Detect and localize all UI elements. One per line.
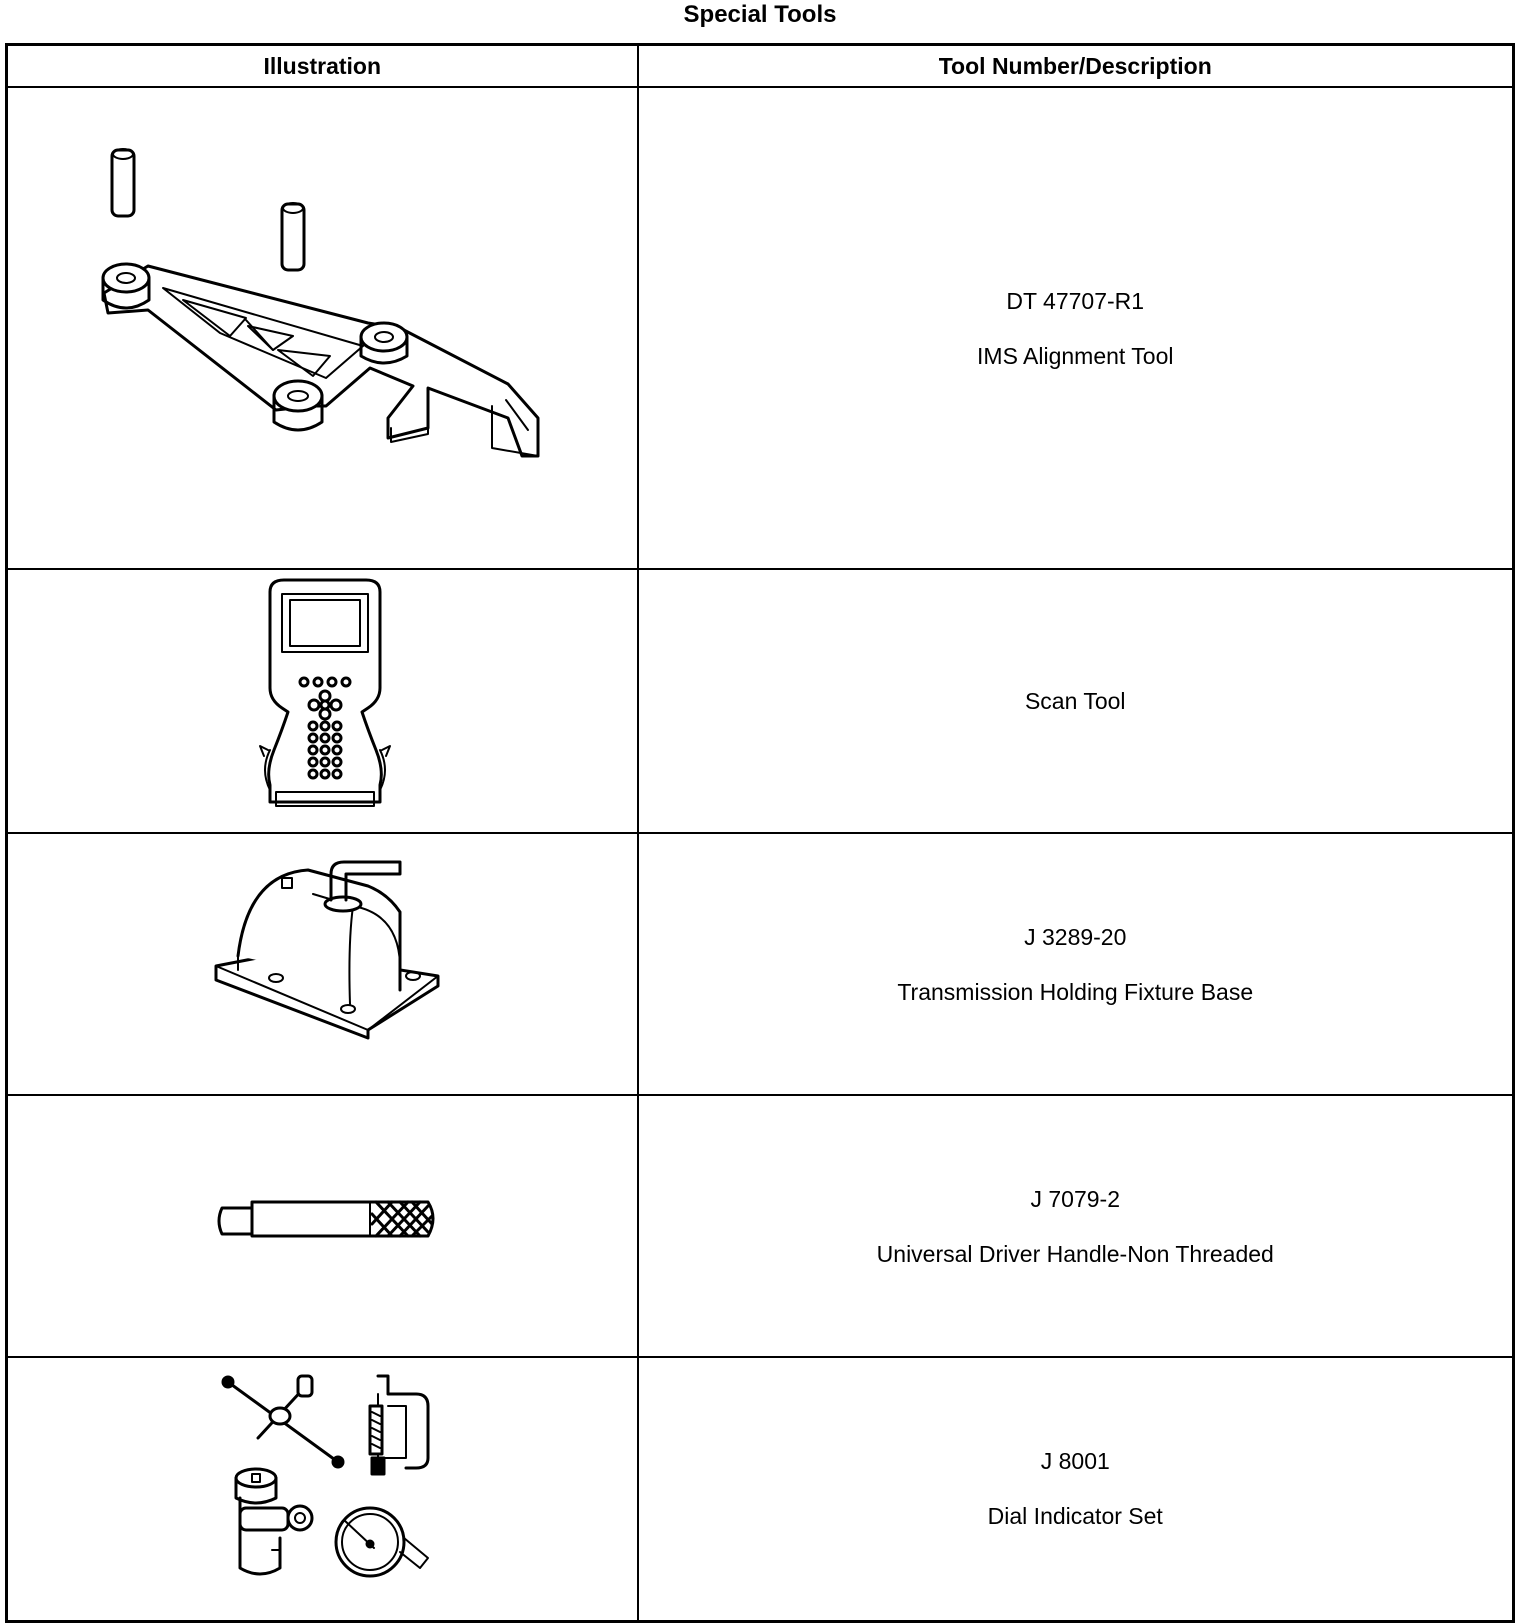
- description-header: Tool Number/Description: [638, 45, 1514, 88]
- dial-indicator-set-icon: [8, 1358, 639, 1620]
- table-row: [7, 833, 1514, 1095]
- tool-number: DT 47707-R1: [1006, 287, 1145, 314]
- description-cell: [638, 1357, 1514, 1621]
- tool-number: J 8001: [1040, 1448, 1110, 1475]
- illustration-cell: [7, 1095, 638, 1357]
- holding-fixture-base-icon: [8, 834, 639, 1094]
- driver-handle-icon: [8, 1096, 639, 1356]
- table-header-row: [7, 45, 1514, 88]
- page-title: Special Tools: [683, 1, 837, 28]
- tool-description: Universal Driver Handle-Non Threaded: [876, 1240, 1274, 1267]
- special-tools-table: [5, 43, 1515, 1623]
- illustration-header: Illustration: [7, 45, 638, 88]
- ims-alignment-tool-icon: [8, 88, 639, 568]
- scan-tool-icon: [8, 570, 639, 832]
- table-row: [7, 569, 1514, 833]
- illustration-cell: [7, 569, 638, 833]
- illustration-cell: [7, 1357, 638, 1621]
- table-row: [7, 1095, 1514, 1357]
- tool-description: Transmission Holding Fixture Base: [897, 978, 1254, 1005]
- illustration-cell: [7, 87, 638, 569]
- table-row: [7, 87, 1514, 569]
- tool-description: IMS Alignment Tool: [977, 342, 1174, 369]
- tool-number: J 3289-20: [1024, 923, 1127, 950]
- table-row: [7, 1357, 1514, 1621]
- description-cell: [638, 569, 1514, 833]
- tool-description: Scan Tool: [1024, 688, 1126, 714]
- illustration-cell: [7, 833, 638, 1095]
- description-cell: [638, 1095, 1514, 1357]
- tool-number: J 7079-2: [1030, 1185, 1120, 1212]
- description-cell: [638, 833, 1514, 1095]
- description-cell: [638, 87, 1514, 569]
- tool-description: Dial Indicator Set: [987, 1503, 1163, 1530]
